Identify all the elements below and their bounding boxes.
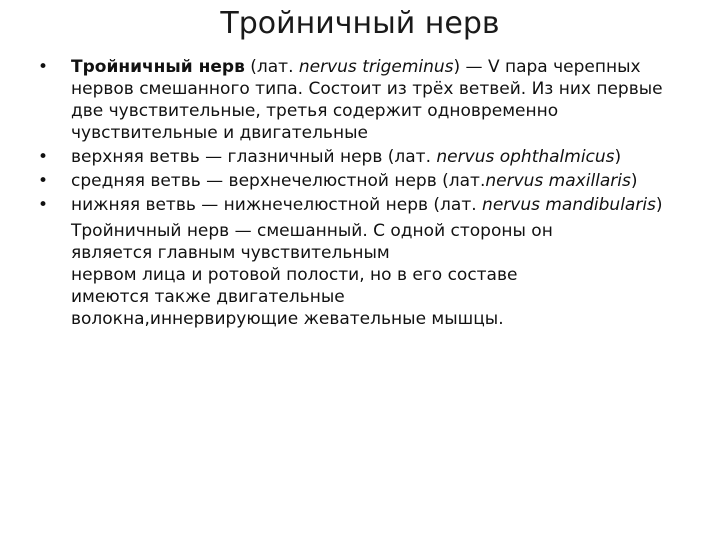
list-item	[38, 56, 678, 144]
list-item	[38, 170, 678, 192]
item-text: нижняя ветвь — нижнечелюстной нерв (лат.	[71, 195, 483, 215]
latin-term: nervus trigeminus	[298, 57, 454, 77]
bullet: •	[38, 171, 49, 191]
item-text: (лат.	[244, 57, 299, 77]
item-text: средняя ветвь — верхнечелюстной нерв (лат.	[71, 171, 486, 191]
paragraph-line: Тройничный нерв — смешанный. С одной стороны он	[71, 221, 553, 241]
list-item	[38, 194, 678, 216]
slide-title: Тройничный нерв	[220, 6, 500, 41]
item-text: )	[655, 195, 663, 215]
summary-paragraph	[38, 220, 678, 330]
term-bold: Тройничный нерв	[71, 57, 245, 77]
item-text: ) — V пара черепных нервов смешанного типа. Состоит из трёх ветвей. Из них первые две чувствительные, третья содержит одновременно чувствительные и двигательные	[71, 57, 663, 143]
bullet: •	[38, 195, 49, 215]
paragraph-line: имеются также двигательные	[71, 287, 345, 307]
item-text: )	[630, 171, 638, 191]
item-text: верхняя ветвь — глазничный нерв (лат.	[71, 147, 437, 167]
item-text: )	[614, 147, 622, 167]
paragraph-line: является главным чувствительным	[71, 243, 390, 263]
bullet: •	[38, 57, 49, 77]
slide-body	[38, 56, 678, 330]
latin-term: nervus mandibularis	[482, 195, 656, 215]
paragraph-line: нервом лица и ротовой полости, но в его составе	[71, 265, 518, 285]
paragraph-line: волокна,иннервирующие жевательные мышцы.	[71, 309, 504, 329]
latin-term: nervus ophthalmicus	[436, 147, 615, 167]
list-item	[38, 146, 678, 168]
bullet: •	[38, 147, 49, 167]
latin-term: nervus maxillaris	[485, 171, 631, 191]
